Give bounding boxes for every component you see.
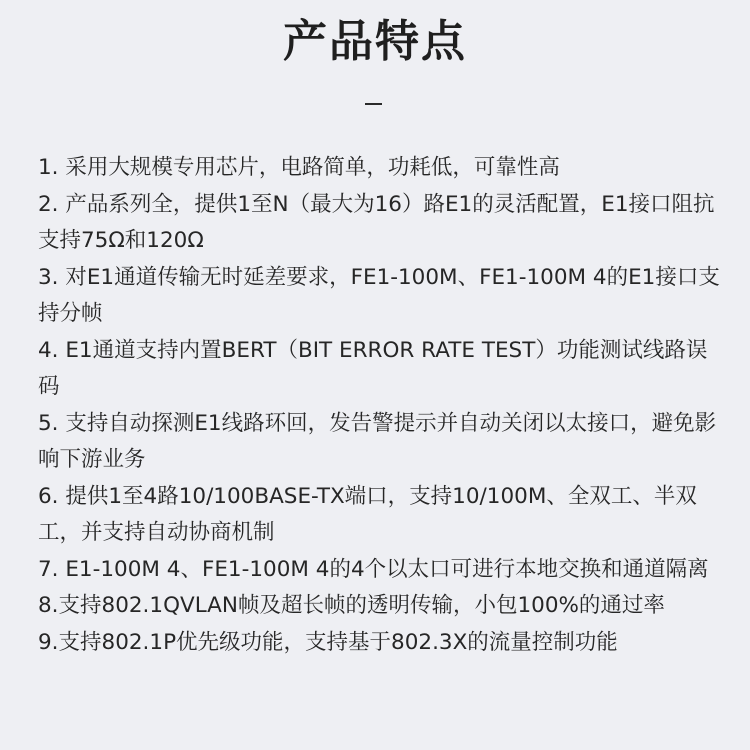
feature-item-3: 3. 对E1通道传输无时延差要求，FE1-100M、FE1-100M 4的E1接口支持分帧 xyxy=(38,264,720,326)
feature-item-9: 9.支持802.1P优先级功能，支持基于802.3X的流量控制功能 xyxy=(38,629,618,655)
feature-item-2: 2. 产品系列全，提供1至N（最大为16）路E1的灵活配置，E1接口阻抗支持75Ω和120Ω xyxy=(38,191,715,253)
page-title: 产品特点 xyxy=(283,16,467,67)
feature-item-1: 1. 采用大规模专用芯片，电路简单，功耗低，可靠性高 xyxy=(38,155,560,180)
feature-item-5: 5. 支持自动探测E1线路环回，发告警提示并自动关闭以太接口，避免影响下游业务 xyxy=(38,410,717,472)
feature-list xyxy=(38,150,722,661)
feature-item-7: 7. E1-100M 4、FE1-100M 4的4个以太口可进行本地交换和通道隔离 xyxy=(38,556,709,582)
feature-item-6: 6. 提供1至4路10/100BASE-TX端口，支持10/100M、全双工、半双工，并支持自动协商机制 xyxy=(38,483,697,545)
feature-item-4: 4. E1通道支持内置BERT（BIT ERROR RATE TEST）功能测试线路误码 xyxy=(38,337,708,399)
feature-item-8: 8.支持802.1QVLAN帧及超长帧的透明传输，小包100%的通过率 xyxy=(38,593,665,618)
title-divider xyxy=(365,103,382,105)
